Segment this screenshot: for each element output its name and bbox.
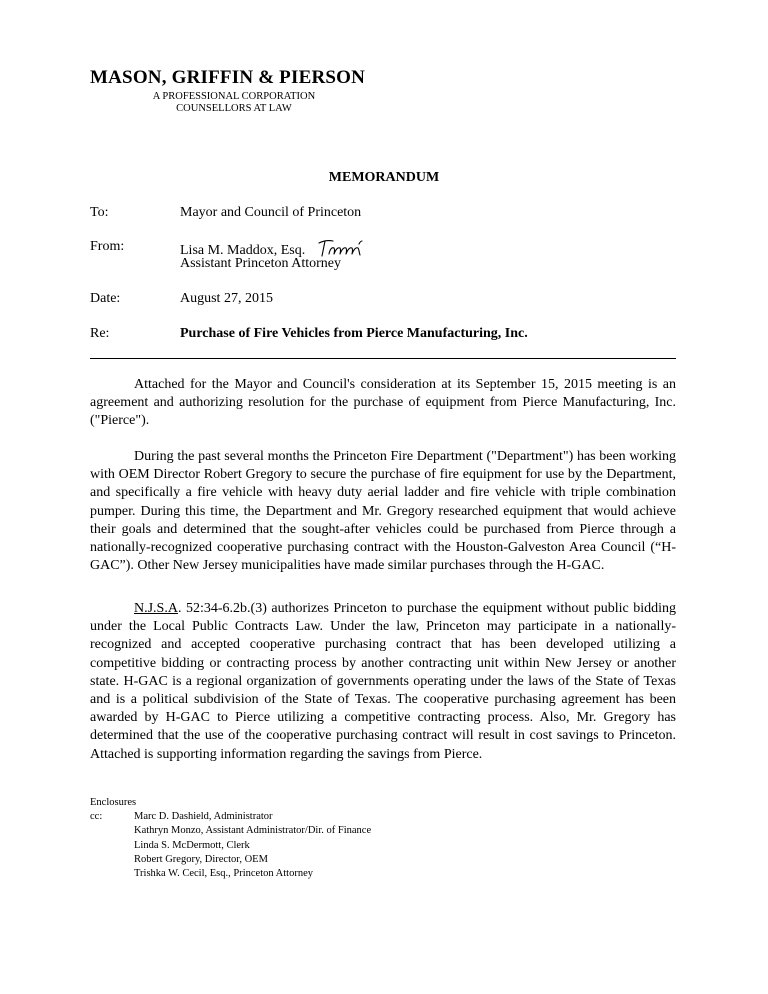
- enclosures-label: Enclosures: [90, 797, 137, 808]
- body-paragraph-3: [90, 600, 676, 764]
- firm-subtitle-counsellors: COUNSELLORS AT LAW: [176, 103, 292, 114]
- cc-label: cc:: [90, 811, 103, 822]
- to-value: Mayor and Council of Princeton: [180, 205, 362, 220]
- firm-name: MASON, GRIFFIN & PIERSON: [90, 67, 366, 88]
- cc-recipient: Kathryn Monzo, Assistant Administrator/Dir. of Finance: [134, 825, 372, 837]
- header-divider: [90, 358, 676, 359]
- cc-recipient: Marc D. Dashield, Administrator: [134, 811, 273, 822]
- body-paragraph-1: [90, 376, 676, 431]
- cc-recipient: Linda S. McDermott, Clerk: [134, 839, 250, 851]
- cc-recipient: Robert Gregory, Director, OEM: [134, 853, 268, 865]
- firm-subtitle-corporation: A PROFESSIONAL CORPORATION: [152, 91, 316, 102]
- from-title: Assistant Princeton Attorney: [180, 256, 341, 271]
- date-value: August 27, 2015: [180, 291, 273, 306]
- paragraph-2-text: During the past several months the Princeton Fire Department ("Department") has been working with OEM Director Robert Gregory to secure the purchase of fire equipment for use by the Department, and specifically a fire vehicle with heavy duty aerial ladder and fire vehicle with triple combination pumper. During this time, the Department and Mr. Gregory researched equipment that would achieve their goals and determined that the sought-after vehicles could be purchased from Pierce through a nationally-recognized cooperative purchasing contract with the Houston-Galveston Area Council (“H-GAC”). Other New Jersey municipalities have made similar purchases through the H-GAC.: [90, 449, 676, 574]
- re-value: Purchase of Fire Vehicles from Pierce Manufacturing, Inc.: [180, 326, 528, 341]
- paragraph-1-text: Attached for the Mayor and Council's consideration at its September 15, 2015 meeting is an agreement and authorizing resolution for the purchase of equipment from Pierce Manufacturing, Inc. ("Pierce").: [90, 377, 676, 429]
- cc-recipient: Trishka W. Cecil, Esq., Princeton Attorney: [134, 868, 313, 880]
- statute-citation: N.J.S.A: [134, 601, 178, 616]
- re-label: Re:: [90, 326, 110, 341]
- from-value: Lisa M. Maddox, Esq.: [180, 243, 306, 258]
- cc-list: [134, 810, 371, 881]
- date-label: Date:: [90, 291, 121, 306]
- from-label: From:: [90, 239, 125, 254]
- memo-title: MEMORANDUM: [328, 170, 440, 185]
- body-paragraph-2: [90, 448, 676, 575]
- to-label: To:: [90, 205, 109, 220]
- paragraph-3-text: . 52:34-6.2b.(3) authorizes Princeton to purchase the equipment without public bidding under the Local Public Contracts Law. Under the law, Princeton may participate in a nationally-recognized and accepted cooperative purchasing contract that has been developed utilizing a competitive bidding or contracting process by another contracting unit within New Jersey or another state. H-GAC is a regional organization of governments operating under the laws of the State of Texas and is a political subdivision of the State of Texas. The cooperative purchasing agreement has been awarded by H-GAC to Pierce utilizing a competitive contracting process. Also, Mr. Gregory has determined that the use of the cooperative purchasing contract will result in cost savings to Princeton. Attached is supporting information regarding the savings from Pierce.: [90, 601, 676, 762]
